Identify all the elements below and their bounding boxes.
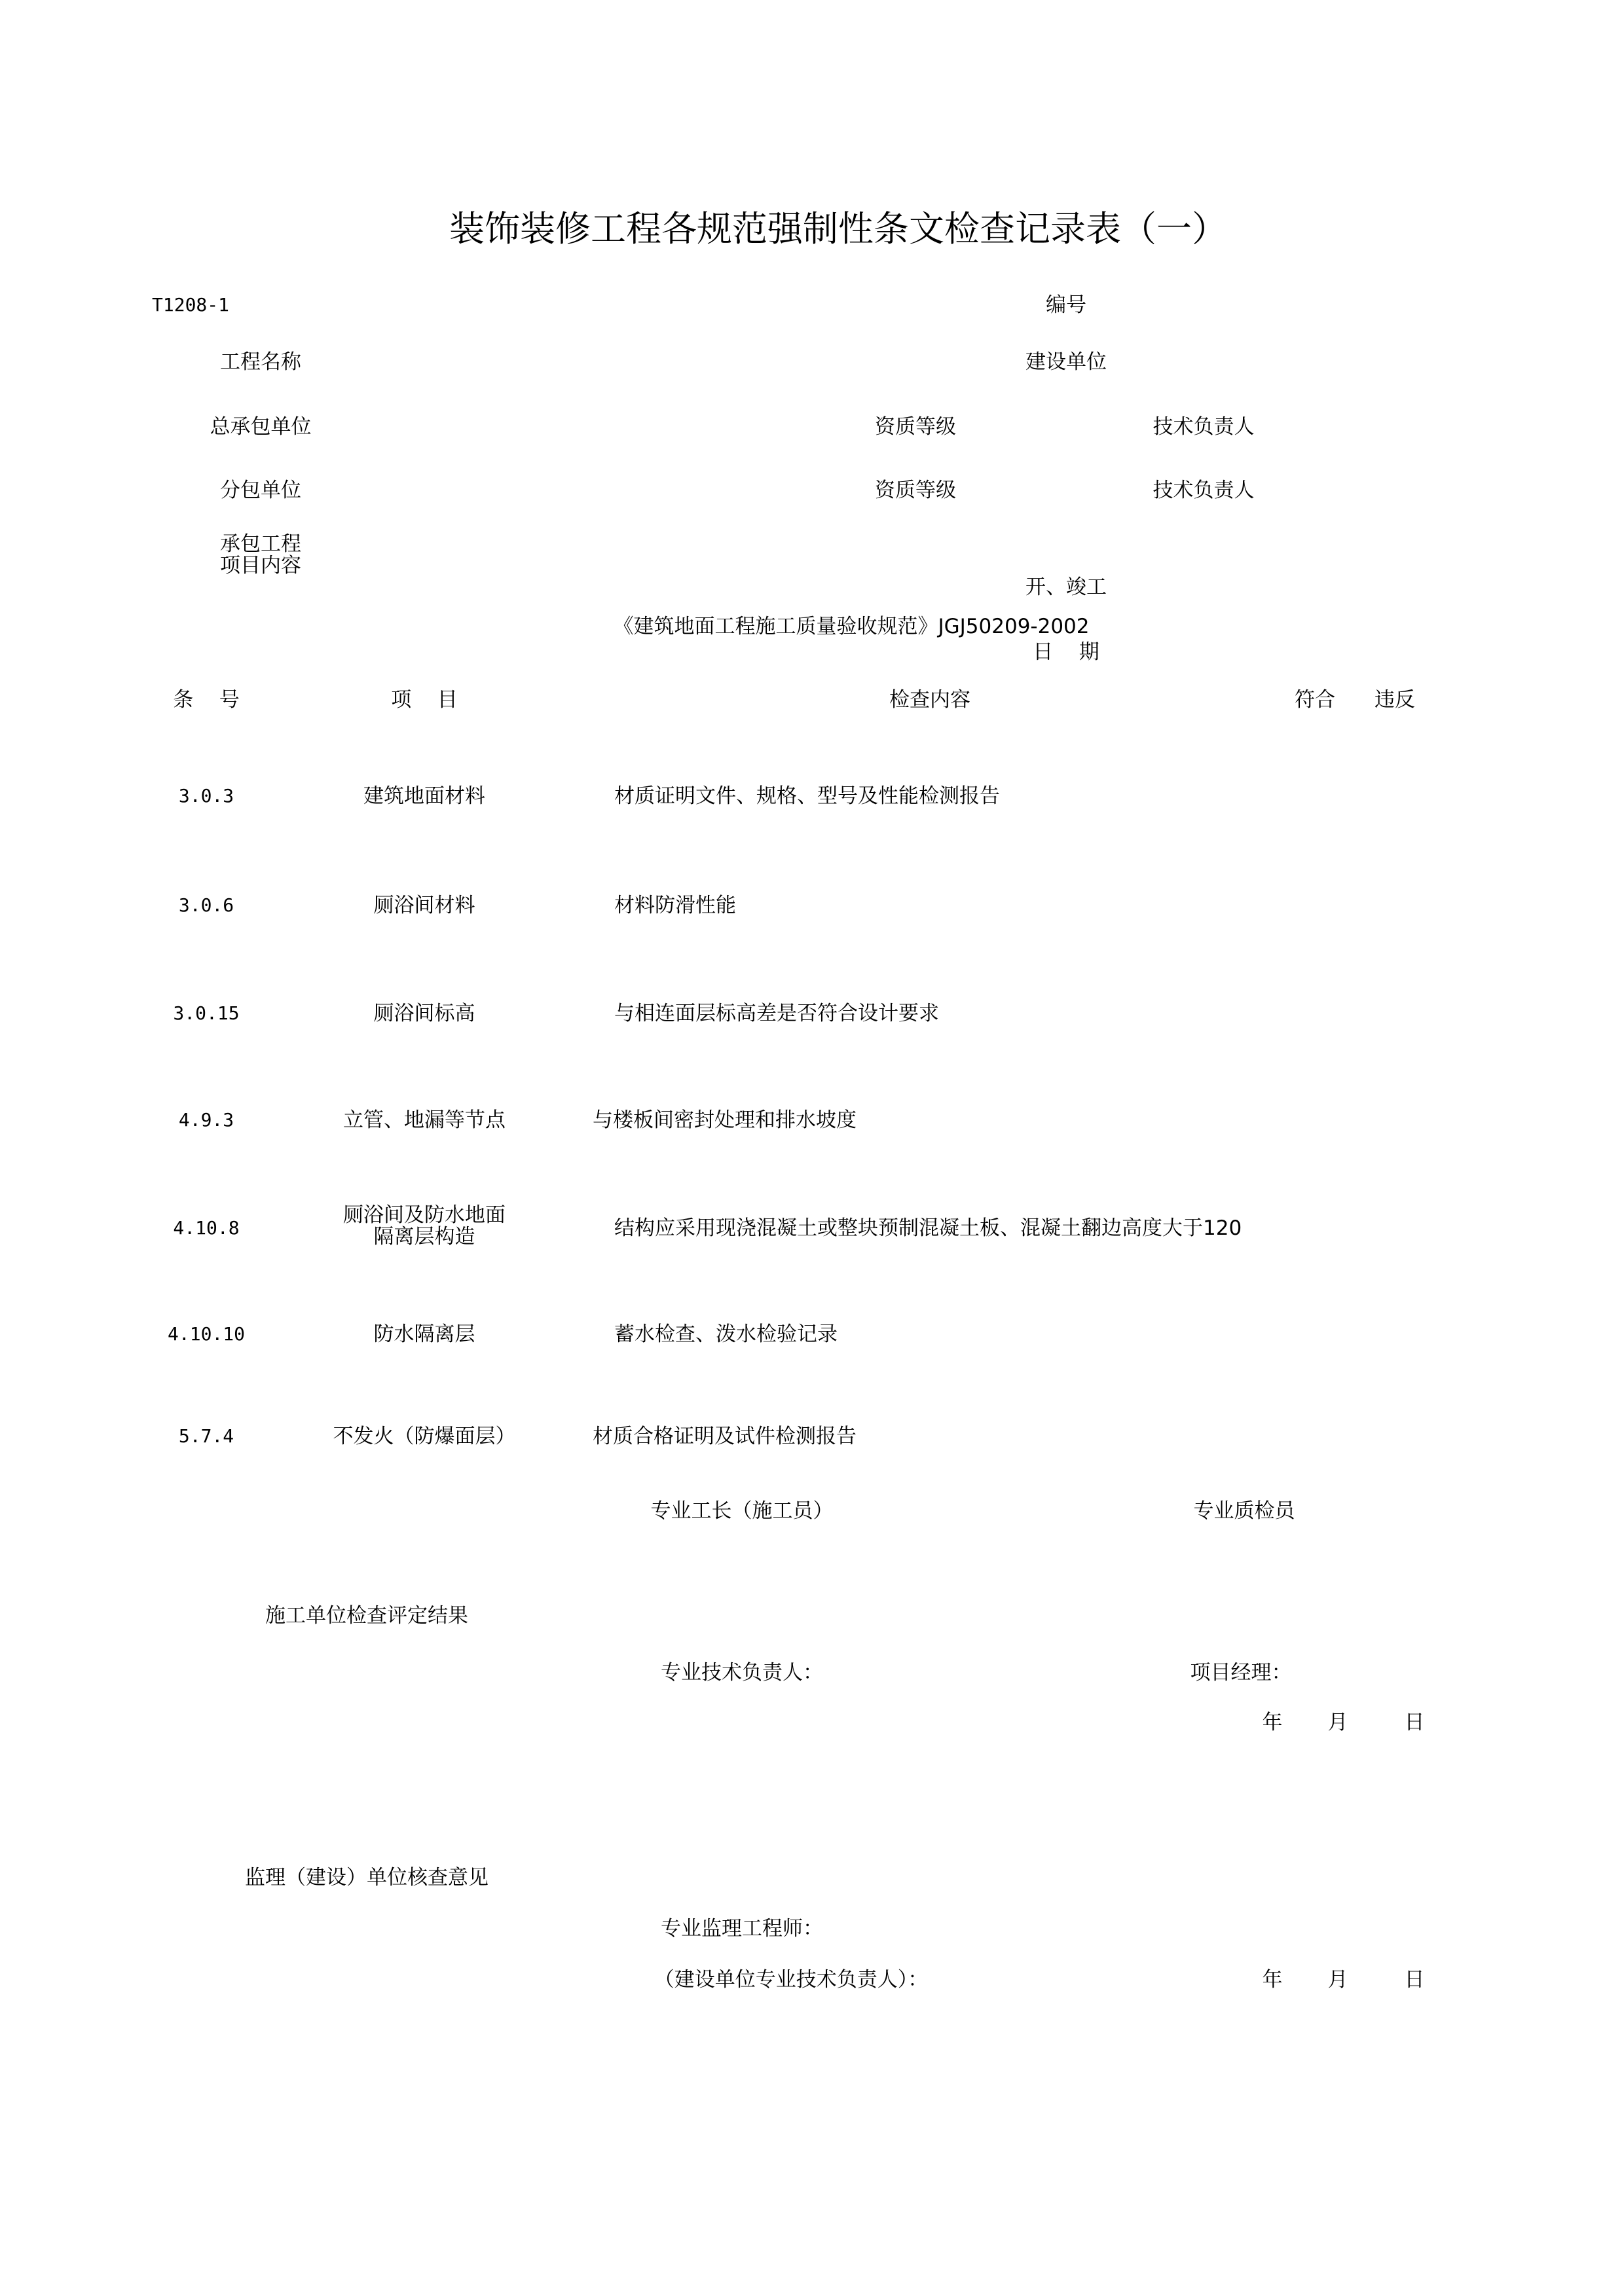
row-item: 立管、地漏等节点 bbox=[343, 1108, 506, 1132]
column-header-content: 检查内容 bbox=[889, 688, 970, 712]
date-month-label: 月 bbox=[1327, 1711, 1348, 1734]
row-content: 与相连面层标高差是否符合设计要求 bbox=[614, 1002, 939, 1025]
contract-content-label-line2: 项目内容 bbox=[220, 554, 301, 577]
row-clause: 4.9.3 bbox=[178, 1109, 234, 1131]
row-content: 与楼板间密封处理和排水坡度 bbox=[593, 1108, 857, 1132]
row-content: 蓄水检查、泼水检验记录 bbox=[614, 1322, 838, 1346]
row-clause: 3.0.3 bbox=[178, 785, 234, 807]
row-item bbox=[343, 1205, 506, 1248]
tech-lead-label-1: 技术负责人 bbox=[1153, 415, 1255, 439]
row-content: 材质合格证明及试件检测报告 bbox=[593, 1425, 857, 1448]
row-item: 厕浴间标高 bbox=[373, 1002, 475, 1025]
project-manager-label: 项目经理： bbox=[1190, 1661, 1292, 1685]
date-day-label: 日 bbox=[1404, 1711, 1425, 1734]
tech-lead-label-2: 技术负责人 bbox=[1153, 479, 1255, 502]
dates-label-line2: 日 期 bbox=[1033, 640, 1099, 664]
row-clause: 3.0.15 bbox=[173, 1002, 240, 1024]
column-header-clause: 条 号 bbox=[173, 688, 240, 712]
date-year-label: 年 bbox=[1262, 1711, 1283, 1734]
dates-label-line1: 开、竣工 bbox=[1025, 575, 1107, 599]
row-clause: 4.10.8 bbox=[173, 1217, 240, 1239]
owner-label: 建设单位 bbox=[1025, 350, 1107, 374]
row-clause: 4.10.10 bbox=[167, 1323, 246, 1345]
contract-content-label-line1: 承包工程 bbox=[220, 532, 301, 556]
row-item: 建筑地面材料 bbox=[363, 784, 485, 808]
row-item-line1: 厕浴间及防水地面 bbox=[343, 1203, 506, 1227]
column-header-violate: 违反 bbox=[1375, 688, 1415, 712]
row-content: 材料防滑性能 bbox=[614, 894, 736, 917]
qualification-label-2: 资质等级 bbox=[875, 479, 956, 502]
subcontractor-label: 分包单位 bbox=[220, 479, 301, 502]
row-clause: 5.7.4 bbox=[178, 1425, 234, 1447]
row-item: 不发火（防爆面层） bbox=[333, 1425, 516, 1448]
row-content: 结构应采用现浇混凝土或整块预制混凝土板、混凝土翻边高度大于120 bbox=[614, 1216, 1242, 1240]
standard-reference: 《建筑地面工程施工质量验收规范》JGJ50209-2002 bbox=[613, 615, 1090, 638]
row-clause: 3.0.6 bbox=[178, 894, 234, 916]
date-month-label: 月 bbox=[1327, 1968, 1348, 1992]
date-year-label: 年 bbox=[1262, 1968, 1283, 1992]
supervisor-opinion-label: 监理（建设）单位核查意见 bbox=[245, 1866, 489, 1889]
dates-label bbox=[1025, 534, 1107, 685]
row-content: 材质证明文件、规格、型号及性能检测报告 bbox=[614, 784, 1000, 808]
form-code: T1208-1 bbox=[152, 294, 230, 316]
column-header-item: 项 目 bbox=[391, 688, 458, 712]
column-header-comply: 符合 bbox=[1295, 688, 1335, 712]
supervisor-engineer-label: 专业监理工程师： bbox=[661, 1917, 823, 1941]
general-contractor-label: 总承包单位 bbox=[210, 415, 312, 439]
row-item: 厕浴间材料 bbox=[373, 894, 475, 917]
date-day-label: 日 bbox=[1404, 1968, 1425, 1992]
foreman-label: 专业工长（施工员） bbox=[650, 1499, 834, 1523]
owner-tech-lead-label: （建设单位专业技术负责人）： bbox=[654, 1968, 929, 1992]
contractor-tech-lead-label: 专业技术负责人： bbox=[661, 1661, 823, 1685]
quality-inspector-label: 专业质检员 bbox=[1193, 1499, 1295, 1523]
row-item-line2: 隔离层构造 bbox=[373, 1225, 475, 1248]
contract-content-label bbox=[220, 534, 301, 577]
row-item: 防水隔离层 bbox=[373, 1322, 475, 1346]
contractor-result-label: 施工单位检查评定结果 bbox=[265, 1604, 468, 1628]
page-title: 装饰装修工程各规范强制性条文检查记录表（一） bbox=[449, 208, 1227, 249]
number-label: 编号 bbox=[1046, 293, 1086, 317]
project-name-label: 工程名称 bbox=[220, 350, 301, 374]
qualification-label-1: 资质等级 bbox=[875, 415, 956, 439]
